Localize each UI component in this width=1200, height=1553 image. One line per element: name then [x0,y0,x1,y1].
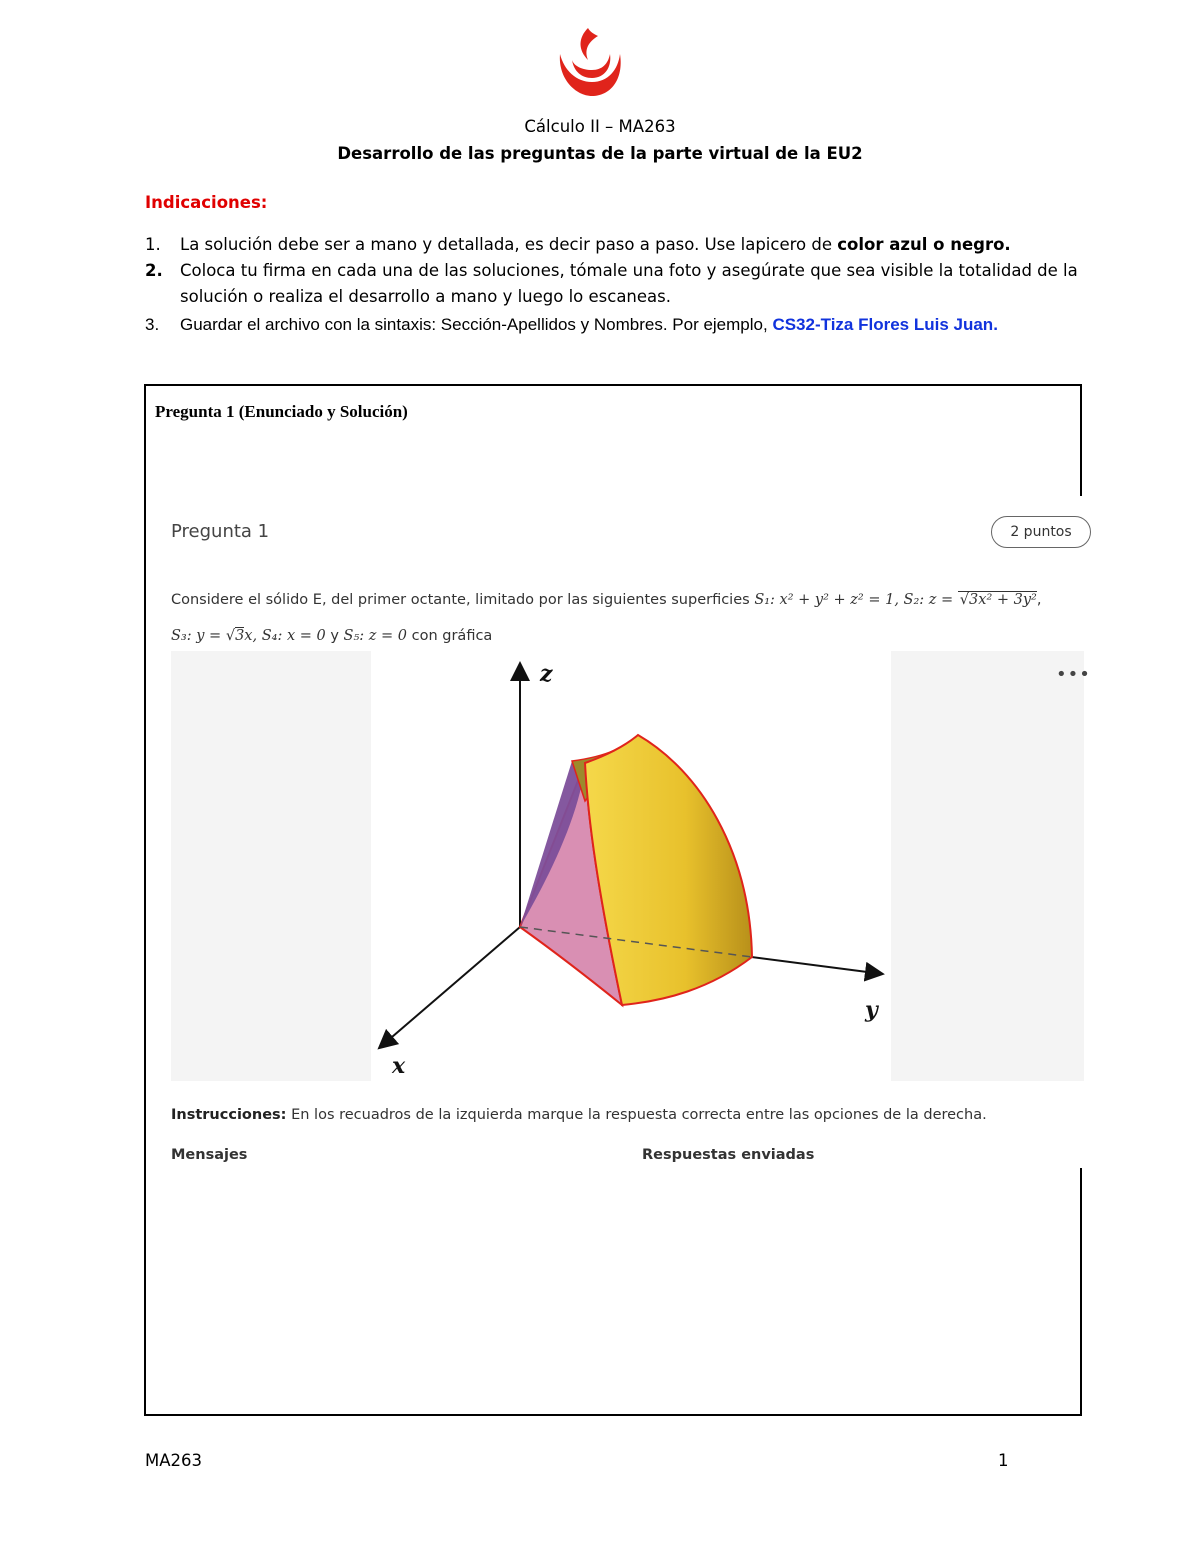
surface-s4: S₄: x = 0 [261,628,326,644]
surface-s2-prefix: S₂: z = [903,592,958,608]
footer-page-number: 1 [998,1451,1009,1470]
responses-header: Respuestas enviadas [642,1147,815,1163]
more-options-icon[interactable]: ••• [1056,664,1091,685]
question-statement: Considere el sólido E, del primer octante, limitado por las siguientes superficies S₁: x² + y² + z² = 1, S₂: z = √3x² + 3y², S₃: y = √3x, S₄: x = 0 y S₅: z = 0 con gráfica [171,592,1042,644]
instruction-number: 2. [145,261,163,280]
surface-s2-radicand: √3x² + 3y² [959,592,1037,608]
conjunction: y [330,628,339,644]
points-badge: 2 puntos [991,516,1091,548]
surface-s3-suffix: x, [244,628,258,644]
instruction-text: La solución debe ser a mano y detallada, es decir paso a paso. Use lapicero de [180,235,838,254]
surface-s1: S₁: x² + y² + z² = 1, [754,592,899,608]
question-label: Pregunta 1 [171,521,270,542]
instruction-bold: color azul o negro. [837,235,1011,254]
instruction-number: 3. [145,315,160,334]
axis-label-x: x [392,1053,406,1079]
instruction-number: 1. [145,235,161,254]
solid-graph [370,651,891,1081]
graph-word: con gráfica [411,628,493,644]
surface-s5: S₅: z = 0 [343,628,408,644]
surface-s3-radicand: √3 [225,628,245,644]
document-title: Desarrollo de las preguntas de la parte virtual de la EU2 [337,144,863,163]
question-instructions: Instrucciones: En los recuadros de la izquierda marque la respuesta correcta entre las opciones de la derecha. [171,1107,987,1123]
footer-course-code: MA263 [145,1451,203,1470]
instruction-text: Guardar el archivo con la sintaxis: Sección-Apellidos y Nombres. Por ejemplo, [180,315,773,334]
instruction-text: Coloca tu firma en cada una de las soluciones, tómale una foto y asegúrate que sea visible la totalidad de la solución o realiza el desarrollo a mano y luego lo escaneas. [180,261,1078,306]
graph-margin-left [171,651,371,1081]
university-logo-icon [552,24,628,100]
course-title: Cálculo II – MA263 [524,117,676,136]
x-axis [385,927,520,1043]
answer-box-title: Pregunta 1 (Enunciado y Solución) [155,402,408,421]
indications-label: Indicaciones: [145,193,268,212]
surface-s3-prefix: S₃: y = [171,628,226,644]
graph-margin-right [891,651,1084,1081]
messages-header: Mensajes [171,1147,248,1163]
axis-label-z: z [540,661,553,687]
filename-example: CS32-Tiza Flores Luis Juan. [772,315,998,334]
axis-label-y: y [865,997,878,1023]
statement-intro: Considere el sólido E, del primer octante, limitado por las siguientes superficies [171,592,750,608]
